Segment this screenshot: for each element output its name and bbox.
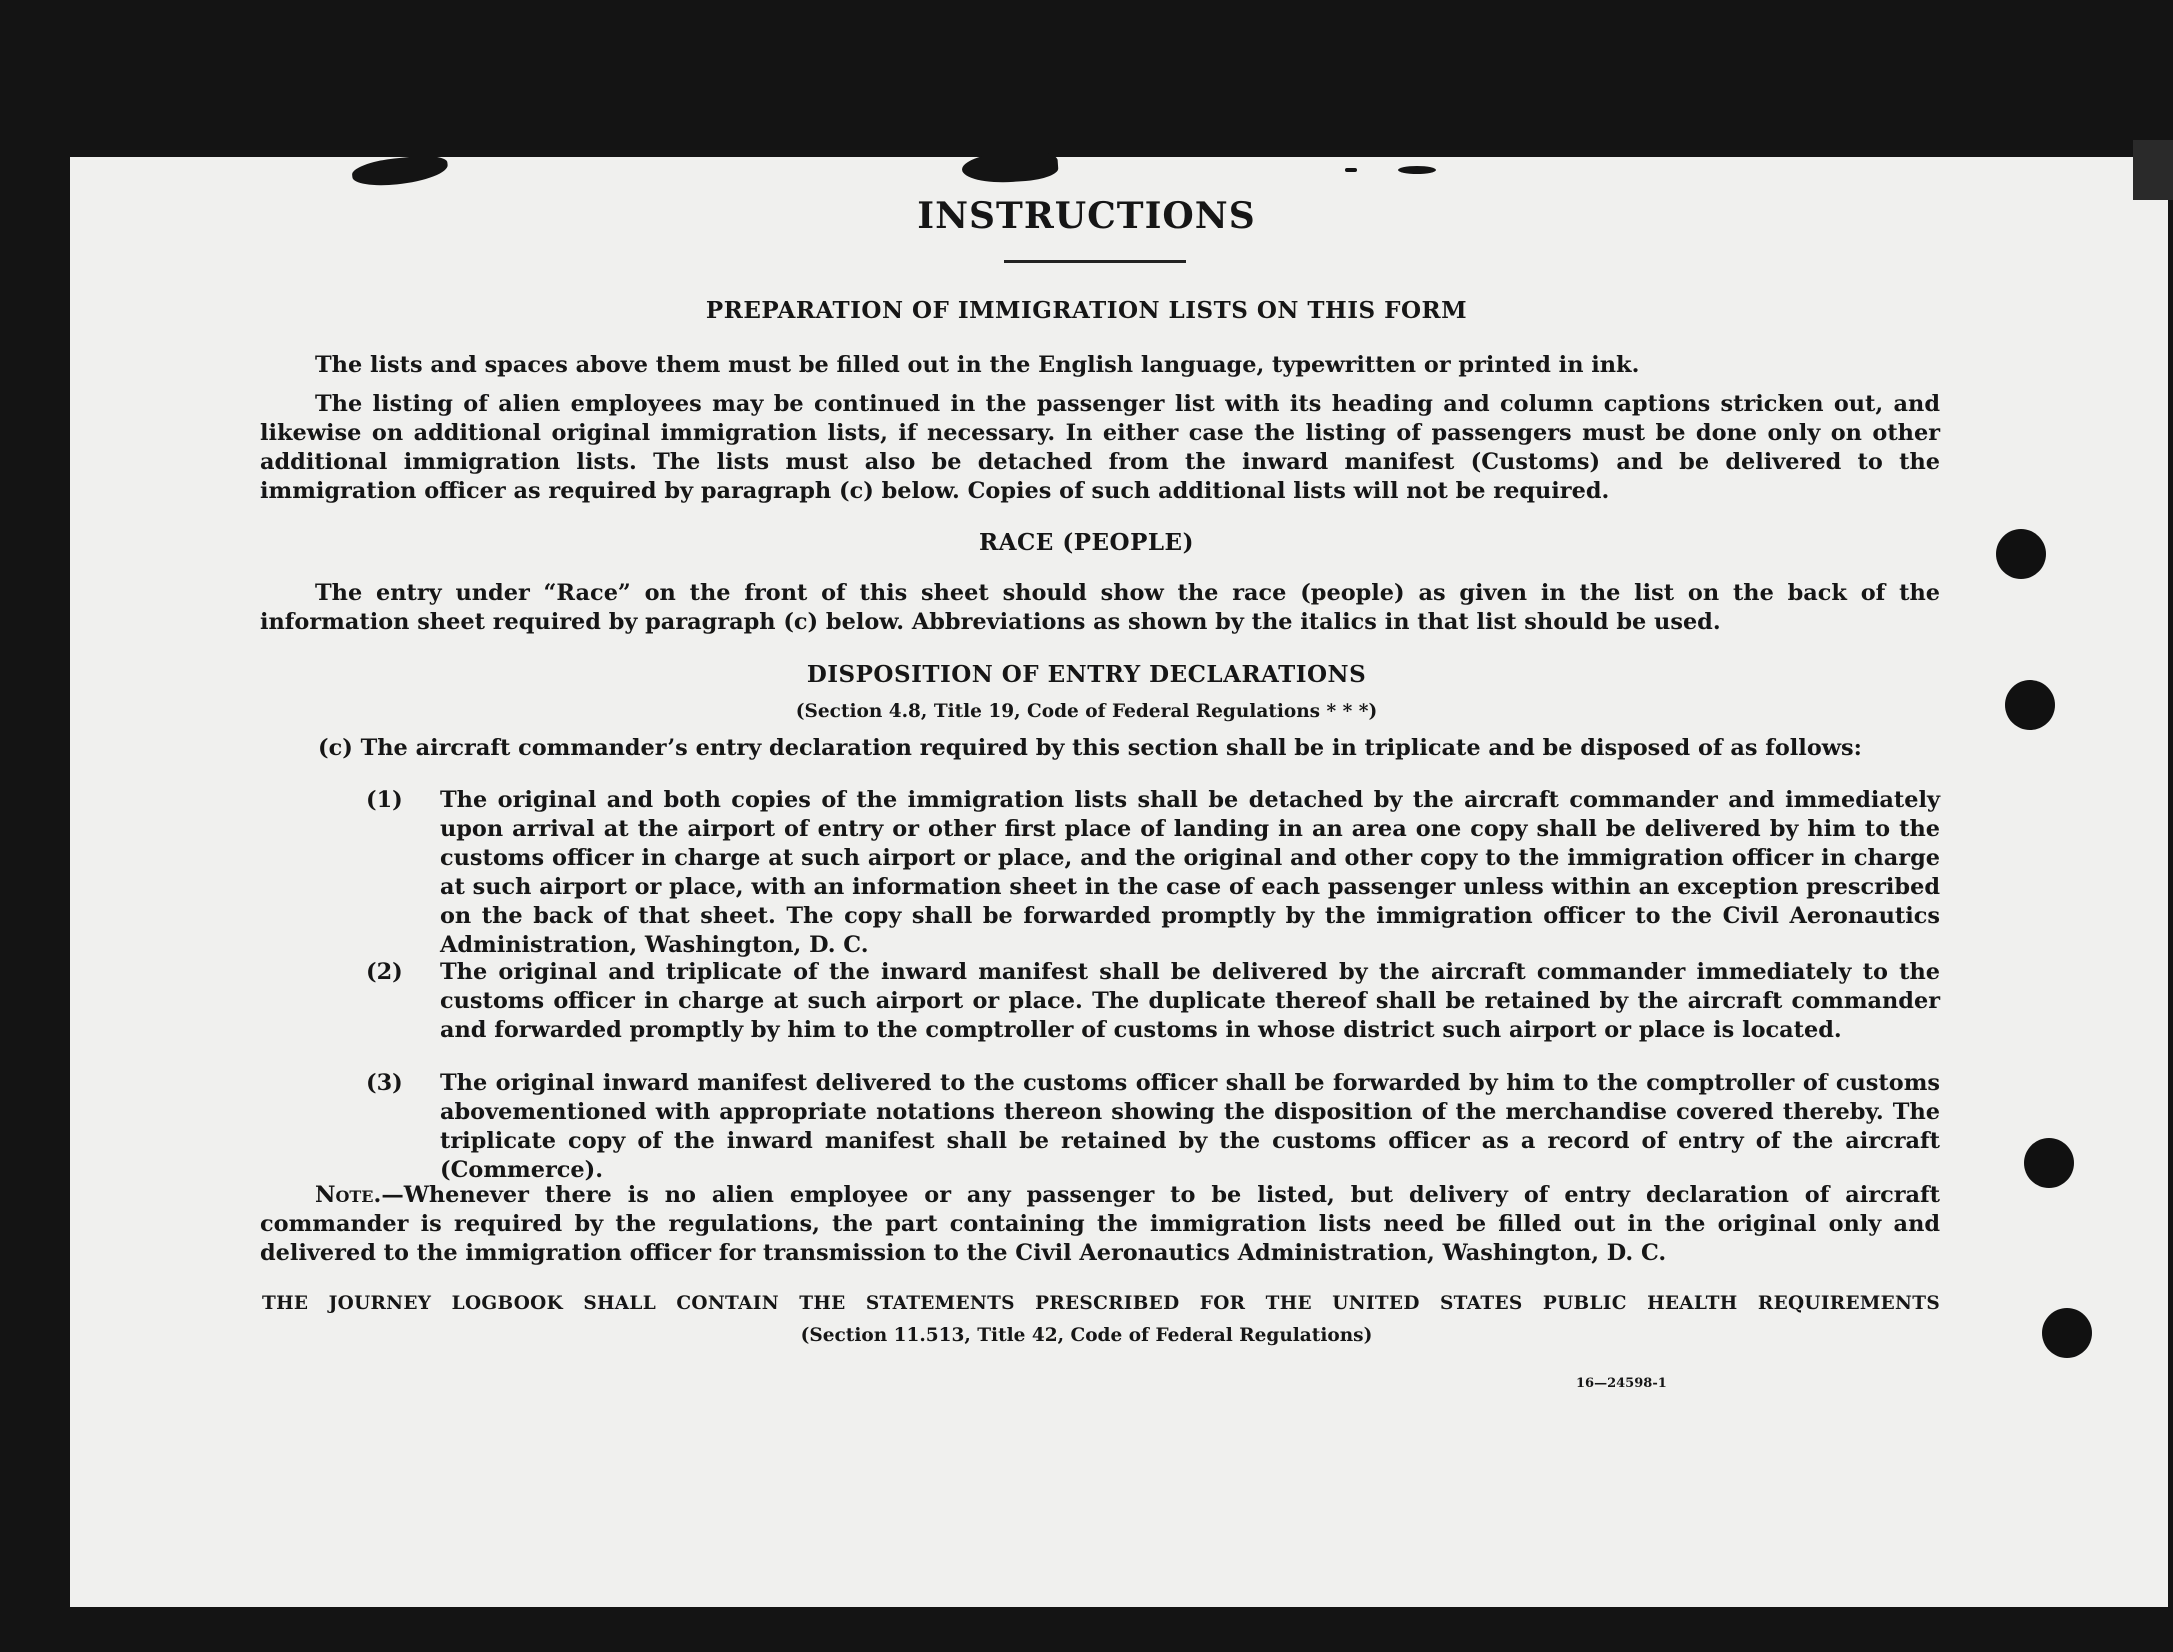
paragraph-race: The entry under “Race” on the front of this sheet should show the race (people) as given in the list on the back of the information sheet required by paragraph (c) below. Abbreviations as shown by the italics in that list should be used. — [260, 580, 1940, 635]
paragraph-c-intro: (c) The aircraft commander’s entry declaration required by this section shall be in triplicate and be disposed of as follows: — [318, 735, 1862, 761]
paragraph-language: The lists and spaces above them must be filled out in the English language, typewritten or printed in ink. — [315, 352, 1640, 378]
section-citation: (Section 4.8, Title 19, Code of Federal Regulations * * *) — [795, 701, 1378, 722]
list-item-number: (3) — [366, 1070, 403, 1096]
note-label: Note. — [315, 1182, 382, 1208]
section-heading-race: RACE (PEOPLE) — [979, 529, 1194, 556]
list-item — [366, 786, 1940, 960]
journey-logbook-statement: THE JOURNEY LOGBOOK SHALL CONTAIN THE STATEMENTS PRESCRIBED FOR THE UNITED STATES PUBLIC HEALTH REQUIREMENTS — [262, 1293, 1940, 1314]
list-item — [366, 958, 1940, 1045]
paragraph-alien-employees: The listing of alien employees may be continued in the passenger list with its heading and column captions stricken out, and likewise on additional original immigration lists, if necessary. In either case the listing of passengers must be done only on other additional immigration lists. The lists must also be detached from the inward manifest (Customs) and be delivered to the immigration officer as required by paragraph (c) below. Copies of such additional lists will not be required. — [260, 391, 1940, 504]
title-underline — [1004, 260, 1186, 263]
list-item-number: (1) — [366, 787, 403, 813]
list-item-text: The original inward manifest delivered to the customs officer shall be forwarded by him to the comptroller of customs abovementioned with appropriate notations thereon showing the disposition of the merchandise covered thereby. The triplicate copy of the inward manifest shall be retained by the customs officer as a record of entry of the aircraft (Commerce). — [440, 1070, 1940, 1183]
journey-citation: (Section 11.513, Title 42, Code of Federal Regulations) — [800, 1325, 1373, 1346]
note-paragraph — [260, 1181, 1940, 1268]
list-item-text: The original and triplicate of the inward manifest shall be delivered by the aircraft commander immediately to the customs officer in charge at such airport or place. The duplicate thereof shall be retained by the aircraft commander and forwarded promptly by him to the comptroller of customs in whose district such airport or place is located. — [440, 959, 1940, 1043]
form-number: 16—24598-1 — [1576, 1376, 1667, 1391]
list-item-text: The original and both copies of the immigration lists shall be detached by the aircraft commander and immediately upon arrival at the airport of entry or other first place of landing in an area one copy shall be delivered by him to the customs officer in charge at such airport or place, and the original and other copy to the immigration officer in charge at such airport or place, with an information sheet in the case of each passenger unless within an exception prescribed on the back of that sheet. The copy shall be forwarded promptly by the immigration officer to the Civil Aeronautics Administration, Washington, D. C. — [440, 787, 1940, 958]
ink-blot — [1398, 166, 1436, 174]
ink-blot — [1345, 168, 1357, 172]
section-heading-preparation: PREPARATION OF IMMIGRATION LISTS ON THIS FORM — [705, 297, 1468, 324]
page-title: INSTRUCTIONS — [917, 195, 1256, 237]
list-item — [366, 1069, 1940, 1185]
note-text: —Whenever there is no alien employee or any passenger to be listed, but delivery of entry declaration of aircraft commander is required by the regulations, the part containing the immigration lists need be filled out in the original only and delivered to the immigration officer for transmission to the Civil Aeronautics Administration, Washington, D. C. — [260, 1182, 1940, 1266]
section-heading-disposition: DISPOSITION OF ENTRY DECLARATIONS — [806, 661, 1367, 688]
scan-edge — [2133, 140, 2173, 200]
punch-hole — [2024, 1138, 2074, 1188]
list-item-number: (2) — [366, 959, 403, 985]
